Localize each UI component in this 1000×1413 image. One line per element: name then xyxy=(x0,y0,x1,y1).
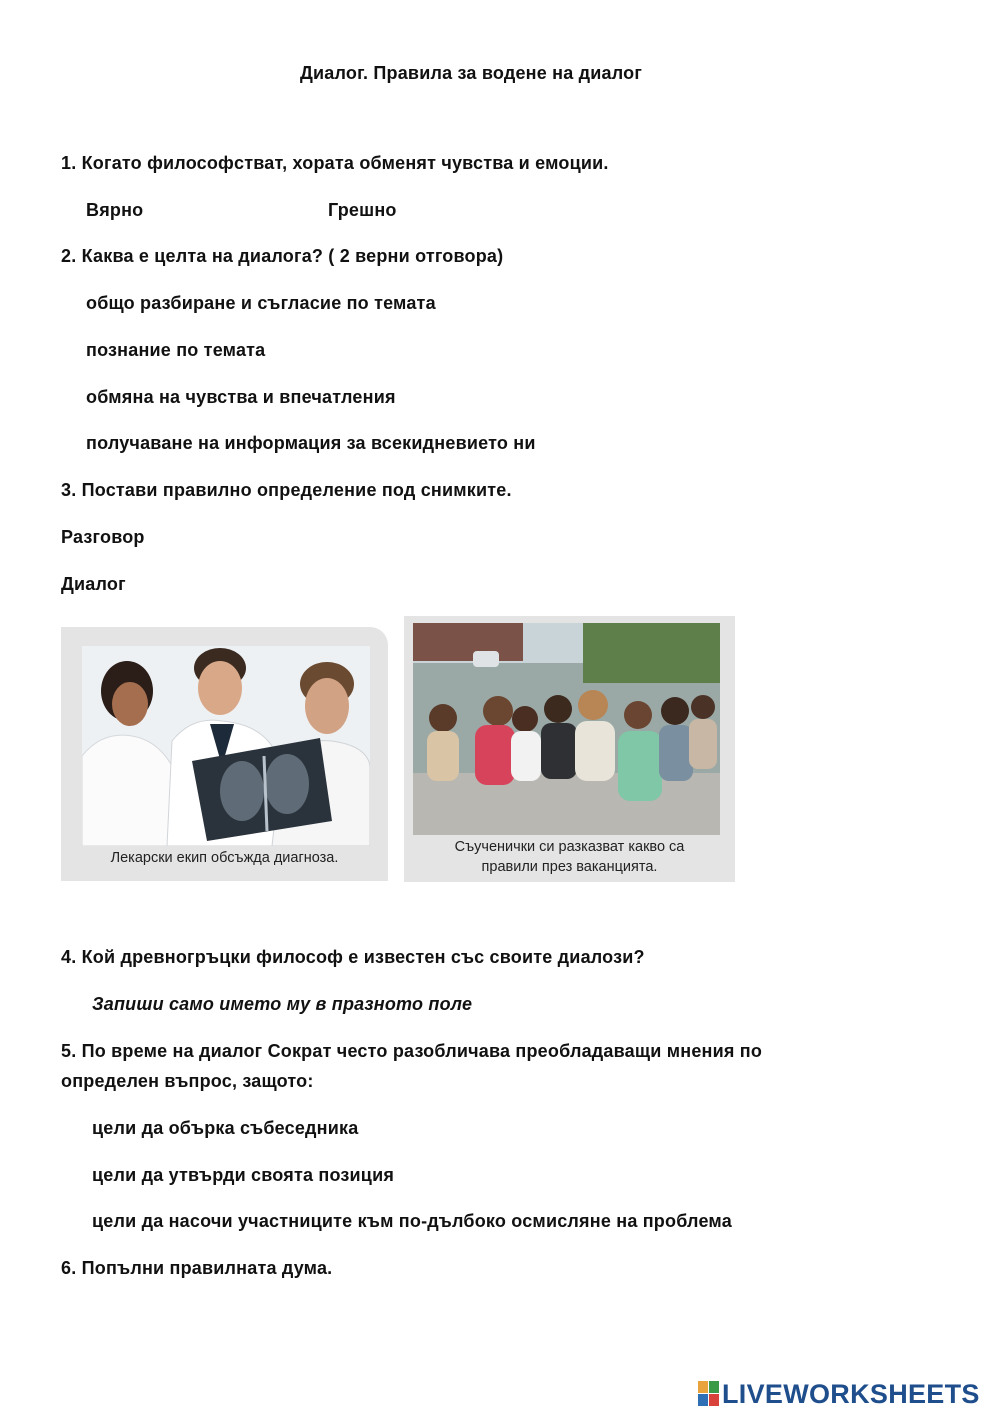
question-1: 1. Когато философстват, хората обменят чувства и емоции. xyxy=(61,153,609,173)
doctors-photo xyxy=(82,646,370,846)
q2-option-4[interactable]: получаване на информация за всекидневието ни xyxy=(86,433,536,453)
option-true[interactable]: Вярно xyxy=(86,200,144,220)
q5-option-2[interactable]: цели да утвърди своята позиция xyxy=(92,1165,395,1185)
question-4: 4. Кой древногръцки философ е известен със своите диалози? xyxy=(61,947,645,967)
question-3: 3. Постави правилно определение под снимките. xyxy=(61,480,512,500)
liveworksheets-logo xyxy=(698,1378,980,1410)
q5-option-3[interactable]: цели да насочи участниците към по-дълбоко осмисляне на проблема xyxy=(92,1211,732,1231)
photo-card-doctors xyxy=(61,627,388,881)
logo-text: LIVEWORKSHEETS xyxy=(722,1378,980,1409)
girls-photo xyxy=(413,623,720,835)
photo-card-girls xyxy=(404,616,735,882)
logo-icon xyxy=(698,1381,720,1407)
question-5-line-2: определен въпрос, защото: xyxy=(61,1071,314,1091)
q2-option-1[interactable]: общо разбиране и съгласие по темата xyxy=(86,293,436,313)
photo-caption-girls xyxy=(404,837,735,877)
q4-instruction: Запиши само името му в празното поле xyxy=(92,994,473,1014)
page-title: Диалог. Правила за водене на диалог xyxy=(300,63,643,83)
draggable-word-dialogue[interactable]: Диалог xyxy=(61,574,126,594)
question-5-line-1: 5. По време на диалог Сократ често разобличава преобладаващи мнения по xyxy=(61,1041,763,1061)
draggable-word-conversation[interactable]: Разговор xyxy=(61,527,145,547)
q2-option-2[interactable]: познание по темата xyxy=(86,340,266,360)
caption-line-1: Съученички си разказват какво са xyxy=(454,839,685,855)
photo-caption-doctors: Лекарски екип обсъжда диагноза. xyxy=(110,850,339,866)
question-6: 6. Попълни правилната дума. xyxy=(61,1258,333,1278)
q2-option-3[interactable]: обмяна на чувства и впечатления xyxy=(86,387,396,407)
caption-line-2: правили през ваканцията. xyxy=(481,859,658,875)
option-false[interactable]: Грешно xyxy=(328,200,397,220)
question-2: 2. Каква е целта на диалога? ( 2 верни отговора) xyxy=(61,246,504,266)
q5-option-1[interactable]: цели да обърка събеседника xyxy=(92,1118,359,1138)
